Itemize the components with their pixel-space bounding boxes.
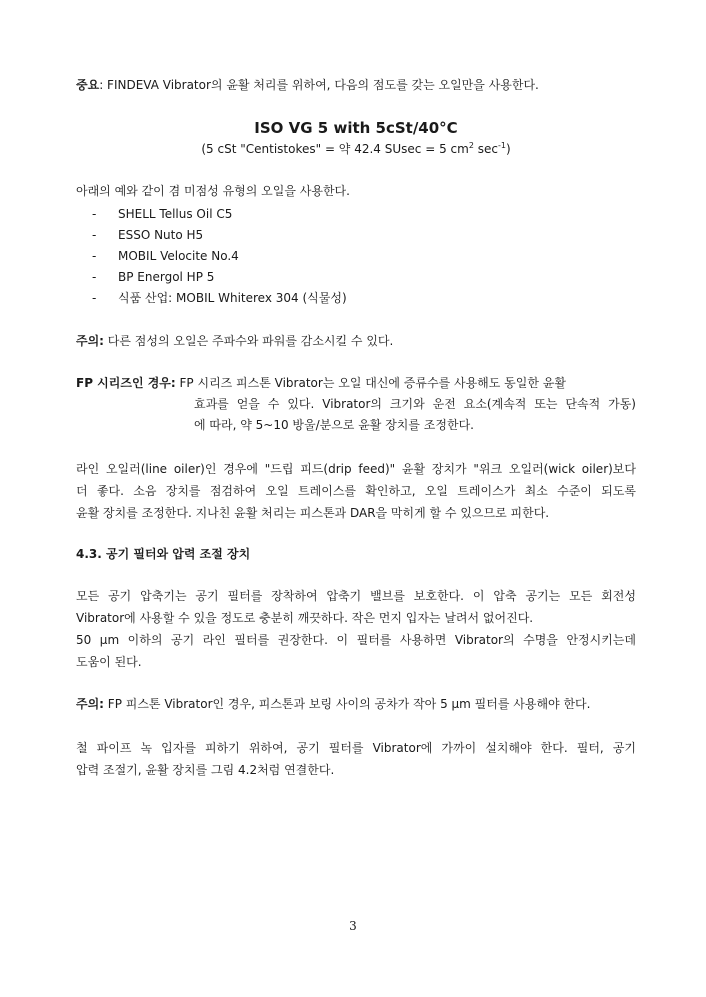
filter-para-line: 50 μm 이하의 공기 라인 필터를 권장한다. 이 필터를 사용하면 Vibrator의 수명을 안정시키는데 — [76, 633, 636, 647]
list-item — [92, 289, 347, 307]
page-number: 3 — [349, 919, 357, 933]
subtitle-part: ) — [505, 142, 511, 156]
section-heading: 4.3. 공기 필터와 압력 조절 장치 — [76, 547, 251, 561]
subtitle-part: (5 cSt "Centistokes" = 약 42.4 SUsec = 5 cm — [201, 142, 469, 156]
oil-intro: 아래의 예와 같이 겸 미점성 유형의 오일을 사용한다. — [76, 184, 350, 198]
caution-text: FP 피스톤 Vibrator인 경우, 피스톤과 보링 사이의 공차가 작아 5 μm 필터를 사용해야 한다. — [103, 697, 591, 711]
important-text: : FINDEVA Vibrator의 윤활 처리를 위하여, 다음의 점도를 갖는 오일만을 사용한다. — [99, 78, 539, 92]
oil-name: ESSO Nuto H5 — [118, 228, 204, 242]
oil-name: BP Energol HP 5 — [118, 270, 215, 284]
caution-label: 주의: — [76, 697, 104, 711]
caution-fp-filter — [76, 695, 590, 713]
oil-name: SHELL Tellus Oil C5 — [118, 207, 233, 221]
bullet-dash: - — [92, 228, 97, 242]
oil-name: 식품 산업: MOBIL Whiterex 304 (식물성) — [118, 291, 347, 305]
important-notice — [76, 76, 539, 94]
fp-series-label: FP 시리즈인 경우: — [76, 376, 176, 390]
line-oiler-line: 윤활 장치를 조정한다. 지나친 윤활 처리는 피스톤과 DAR을 막히게 할 수 있으므로 피한다. — [76, 506, 550, 520]
subtitle-sup: 2 — [468, 141, 474, 150]
filter-para-line: Vibrator에 사용할 수 있을 정도로 충분히 깨끗하다. 작은 먼지 입자는 날려서 없어진다. — [76, 611, 534, 625]
caution-label: 주의: — [76, 334, 104, 348]
caution-text: 다른 점성의 오일은 주파수와 파워를 감소시킬 수 있다. — [103, 334, 394, 348]
pipe-para-line: 철 파이프 녹 입자를 피하기 위하여, 공기 필터를 Vibrator에 가까이 설치해야 한다. 필터, 공기 — [76, 741, 636, 755]
oil-name: MOBIL Velocite No.4 — [118, 249, 239, 263]
line-oiler-line: 라인 오일러(line oiler)인 경우에 "드립 피드(drip feed)" 윤활 장치가 "위크 오일러(wick oiler)보다 — [76, 462, 636, 476]
caution-viscosity — [76, 332, 393, 350]
list-item — [92, 268, 214, 286]
fp-series-line: 효과를 얻을 수 있다. Vibrator의 크기와 운전 요소(계속적 또는 단속적 가동) — [194, 397, 636, 411]
bullet-dash: - — [92, 207, 97, 221]
filter-para-line: 모든 공기 압축기는 공기 필터를 장착하여 압축기 밸브를 보호한다. 이 압축 공기는 모든 회전성 — [76, 589, 636, 603]
bullet-dash: - — [92, 291, 97, 305]
subtitle-part: sec — [473, 142, 498, 156]
filter-para-line: 도움이 된다. — [76, 655, 142, 669]
subtitle-sup: -1 — [497, 141, 506, 150]
list-item — [92, 205, 232, 223]
bullet-dash: - — [92, 270, 97, 284]
fp-series-note — [76, 374, 566, 392]
viscosity-spec-title: ISO VG 5 with 5cSt/40°C — [254, 119, 458, 137]
list-item — [92, 226, 203, 244]
important-label: 중요 — [76, 78, 100, 92]
fp-series-line: 에 따라, 약 5~10 방울/분으로 윤활 장치를 조정한다. — [194, 418, 474, 432]
fp-series-line: FP 시리즈 피스톤 Vibrator는 오일 대신에 증류수를 사용해도 동일한 윤활 — [175, 376, 566, 390]
line-oiler-line: 더 좋다. 소음 장치를 점검하여 오일 트레이스를 확인하고, 오일 트레이스가 최소 수준이 되도록 — [76, 484, 636, 498]
pipe-para-line: 압력 조절기, 윤활 장치를 그림 4.2처럼 연결한다. — [76, 763, 335, 777]
list-item — [92, 247, 239, 265]
bullet-dash: - — [92, 249, 97, 263]
viscosity-spec-subtitle — [76, 140, 636, 157]
